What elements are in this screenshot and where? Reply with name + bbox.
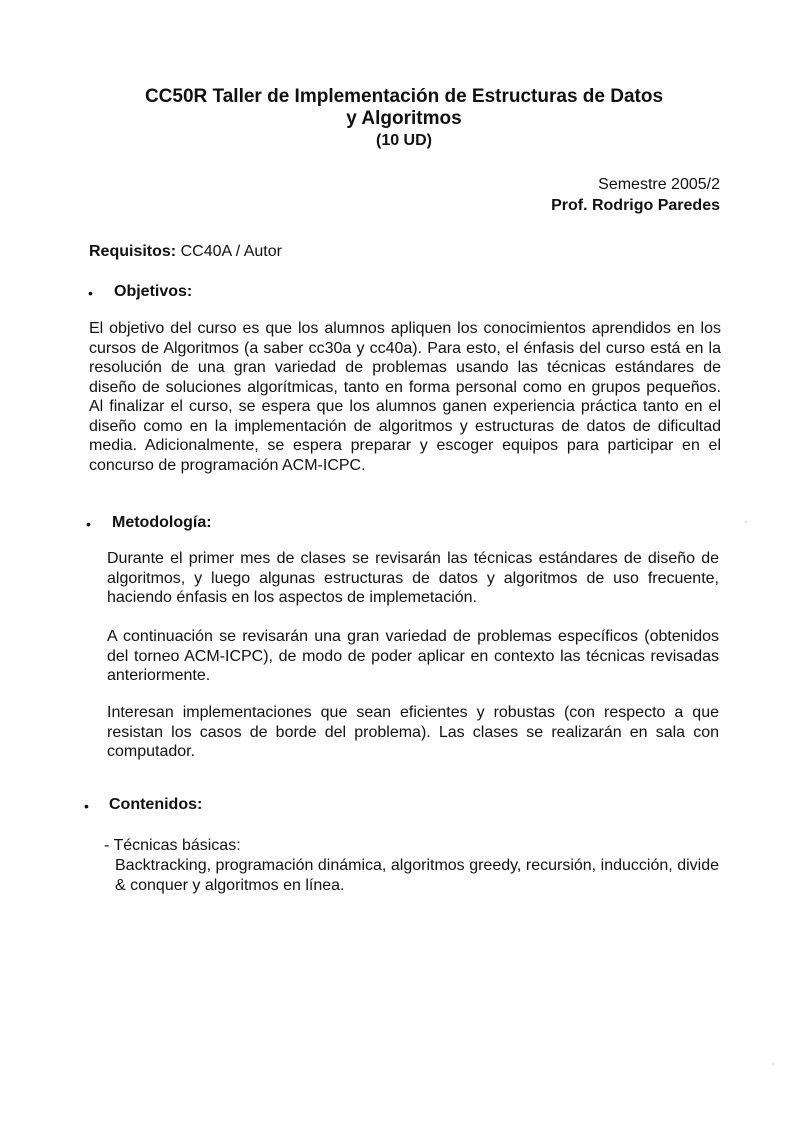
contenidos-heading: Contenidos: (109, 796, 203, 813)
requirements (89, 242, 282, 262)
metodologia-paragraph-2: A continuación se revisarán una gran variedad de problemas específicos (obtenidos del torneo ACM-ICPC), de modo de poder aplicar en contexto las técnicas revisadas anteriormente. (107, 628, 719, 684)
professor: Prof. Rodrigo Paredes (551, 197, 720, 214)
requirements-label: Requisitos: (89, 243, 177, 260)
scan-speck (745, 521, 747, 523)
course-credits: (10 UD) (375, 132, 432, 149)
requirements-value: CC40A / Autor (180, 243, 282, 260)
bullet-icon: • (84, 798, 89, 814)
metodologia-paragraph-3: Interesan implementaciones que sean eficientes y robustas (con respecto a que resistan los casos de borde del problema). Las clases se realizarán en sala con computador. (107, 704, 719, 760)
semester: Semestre 2005/2 (598, 176, 720, 193)
bullet-icon: • (86, 516, 91, 532)
course-title-line2: y Algoritmos (346, 108, 462, 129)
course-title-line1: CC50R Taller de Implementación de Estructuras de Datos (144, 86, 664, 107)
objetivos-text: El objetivo del curso es que los alumnos apliquen los conocimientos aprendidos en los cursos de Algoritmos (a saber cc30a y cc40a). Para esto, el énfasis del curso está en la resolución de una gran variedad de problemas usando las técnicas estándares de diseño de soluciones algorítmicas, tanto en forma personal como en grupos pequeños. Al finalizar el curso, se espera que los alumnos ganen experiencia práctica tanto en el diseño como en la implementación de algoritmos y estructuras de datos de dificultad media. Adicionalmente, se espera preparar y escoger equipos para participar en el concurso de programación ACM-ICPC. (89, 320, 721, 474)
bullet-icon: • (88, 285, 93, 301)
metodologia-heading: Metodología: (112, 514, 212, 531)
objetivos-heading: Objetivos: (114, 283, 193, 300)
tecnicas-basicas-heading: - Técnicas básicas: (104, 837, 241, 854)
metodologia-paragraph-1: Durante el primer mes de clases se revisarán las técnicas estándares de diseño de algoritmos, y luego algunas estructuras de datos y algoritmos de uso frecuente, haciendo énfasis en los aspectos de implemetación. (107, 550, 719, 606)
scan-speck (772, 1063, 774, 1065)
tecnicas-basicas-text: Backtracking, programación dinámica, algoritmos greedy, recursión, inducción, divide & conquer y algoritmos en línea. (115, 857, 719, 894)
